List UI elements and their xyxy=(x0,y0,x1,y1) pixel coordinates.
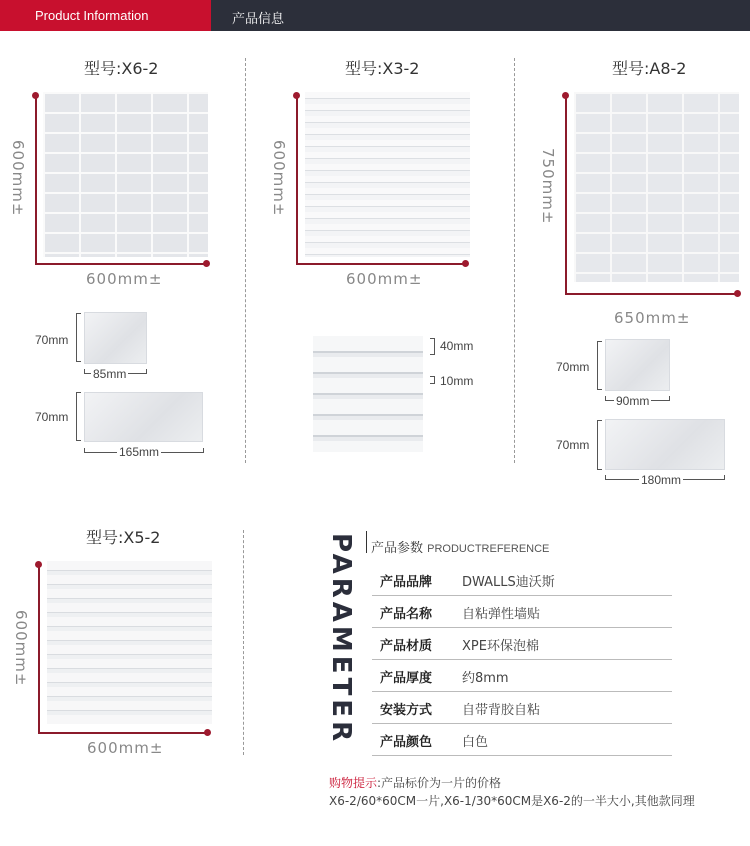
x6-height-label: 600mm± xyxy=(9,140,27,217)
dimension-line xyxy=(35,95,37,265)
dimension-dot xyxy=(35,561,42,568)
parameter-row xyxy=(372,563,672,596)
x6-width-label: 600mm± xyxy=(86,270,163,288)
shopping-note-text: :产品标价为一片的价格 xyxy=(377,776,502,790)
dimension-dot xyxy=(562,92,569,99)
x5-width-label: 600mm± xyxy=(87,739,164,757)
parameter-title-en: PRODUCTREFERENCE xyxy=(427,543,550,555)
header-en-title: Product Information xyxy=(35,8,149,23)
parameter-row xyxy=(372,627,672,660)
dimension-bracket xyxy=(76,313,81,362)
a8-tile2-width: 180mm xyxy=(641,473,682,487)
parameter-key: 产品品牌 xyxy=(380,575,433,590)
model-a8-title: 型号:A8-2 xyxy=(612,59,687,78)
parameter-title-cn: 产品参数 xyxy=(371,541,424,556)
dimension-bracket xyxy=(597,420,602,470)
a8-tile1-image xyxy=(605,339,670,391)
parameter-value: DWALLS迪沃斯 xyxy=(462,575,555,590)
dimension-dot xyxy=(203,260,210,267)
parameter-row xyxy=(372,659,672,692)
header-cn-title: 产品信息 xyxy=(232,12,285,27)
dimension-dot xyxy=(204,729,211,736)
column-separator xyxy=(514,58,515,463)
dimension-line xyxy=(296,95,298,265)
x3-gap-height: 10mm xyxy=(440,374,474,388)
dimension-dot xyxy=(734,290,741,297)
a8-tile1-width: 90mm xyxy=(616,394,650,408)
a8-tile2-height: 70mm xyxy=(556,438,590,452)
dimension-line xyxy=(296,263,466,265)
parameter-title xyxy=(371,537,549,556)
parameter-key: 产品材质 xyxy=(380,639,433,654)
model-x3-title: 型号:X3-2 xyxy=(345,59,420,78)
x6-tile2-height: 70mm xyxy=(35,410,69,424)
parameter-value: 白色 xyxy=(462,735,489,750)
dimension-bracket xyxy=(76,392,81,441)
parameter-value: XPE环保泡棉 xyxy=(462,639,539,654)
x6-tile1-height: 70mm xyxy=(35,333,69,347)
parameter-row xyxy=(372,723,672,756)
parameter-row xyxy=(372,691,672,724)
dimension-dot xyxy=(32,92,39,99)
parameter-value: 自粘弹性墙贴 xyxy=(462,607,541,622)
model-x6-title: 型号:X6-2 xyxy=(84,59,159,78)
dimension-line xyxy=(38,564,40,734)
parameter-value: 自带背胶自粘 xyxy=(462,703,541,718)
dimension-dot xyxy=(293,92,300,99)
x6-panel-image xyxy=(43,92,208,257)
dimension-line xyxy=(565,293,737,295)
column-separator xyxy=(245,58,246,463)
a8-tile1-height: 70mm xyxy=(556,360,590,374)
parameter-key: 产品名称 xyxy=(380,607,433,622)
a8-height-label: 750mm± xyxy=(539,148,557,225)
parameter-key: 安装方式 xyxy=(380,703,433,718)
column-separator xyxy=(243,530,244,755)
shopping-note-label: 购物提示 xyxy=(329,776,378,790)
parameter-row xyxy=(372,595,672,628)
size-note: X6-2/60*60CM一片,X6-1/30*60CM是X6-2的一半大小,其他款同理 xyxy=(329,794,695,808)
x6-tile1-image xyxy=(84,312,147,364)
a8-tile2-image xyxy=(605,419,725,470)
x6-tile2-image xyxy=(84,392,203,442)
model-x5-title: 型号:X5-2 xyxy=(86,528,161,547)
dimension-line xyxy=(565,95,567,295)
x5-height-label: 600mm± xyxy=(12,610,30,687)
dimension-bracket xyxy=(430,376,435,384)
a8-panel-image xyxy=(574,92,739,282)
dimension-dot xyxy=(462,260,469,267)
dimension-bracket xyxy=(430,338,435,355)
x5-panel-image xyxy=(47,561,212,724)
dimension-bracket xyxy=(597,341,602,390)
a8-width-label: 650mm± xyxy=(614,309,691,327)
parameter-key: 产品厚度 xyxy=(380,671,433,686)
shopping-note xyxy=(329,774,501,791)
parameter-heading: PARAMETER xyxy=(326,533,356,746)
title-divider xyxy=(366,531,367,553)
x3-panel-image xyxy=(305,92,470,257)
x3-height-label: 600mm± xyxy=(270,140,288,217)
dimension-line xyxy=(38,732,208,734)
x3-strip-height: 40mm xyxy=(440,339,474,353)
x6-tile1-width: 85mm xyxy=(93,367,127,381)
parameter-key: 产品颜色 xyxy=(380,735,433,750)
x6-tile2-width: 165mm xyxy=(119,445,160,459)
x3-strip-detail-image xyxy=(313,336,423,452)
parameter-value: 约8mm xyxy=(462,671,509,686)
dimension-line xyxy=(35,263,207,265)
x3-width-label: 600mm± xyxy=(346,270,423,288)
